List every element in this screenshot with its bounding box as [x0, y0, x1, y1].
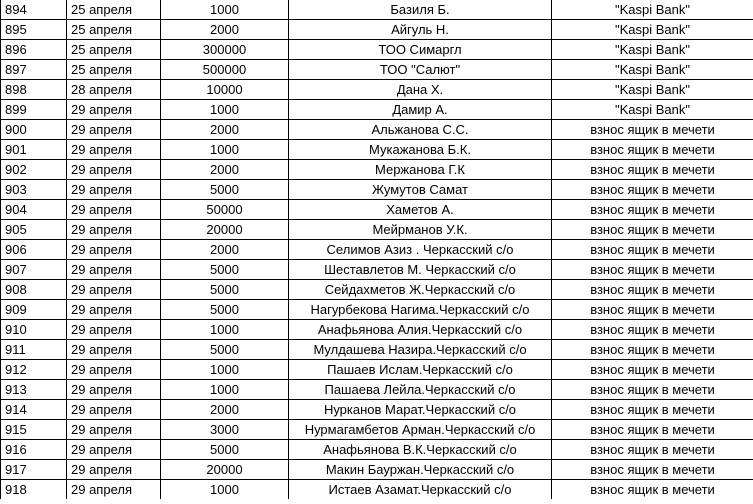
cell-date[interactable]: 25 апреля	[67, 60, 161, 80]
table-row	[1, 420, 753, 440]
cell-date[interactable]: 29 апреля	[67, 220, 161, 240]
cell-amount[interactable]: 2000	[161, 400, 289, 420]
cell-date[interactable]: 29 апреля	[67, 480, 161, 500]
cell-donor[interactable]: Мукажанова Б.К.	[289, 140, 552, 160]
cell-donor[interactable]: Мейрманов У.К.	[289, 220, 552, 240]
cell-amount[interactable]: 2000	[161, 240, 289, 260]
cell-donor[interactable]: Нурмагамбетов Арман.Черкасский с/о	[289, 420, 552, 440]
cell-number[interactable]: 897	[1, 60, 67, 80]
cell-note[interactable]: взнос ящик в мечети	[552, 340, 753, 360]
cell-date[interactable]: 25 апреля	[67, 40, 161, 60]
cell-note[interactable]: "Kaspi Bank"	[552, 40, 753, 60]
cell-note[interactable]: взнос ящик в мечети	[552, 140, 753, 160]
cell-amount[interactable]: 500000	[161, 60, 289, 80]
table-row	[1, 20, 753, 40]
cell-amount[interactable]: 5000	[161, 280, 289, 300]
cell-date[interactable]: 28 апреля	[67, 80, 161, 100]
cell-amount[interactable]: 1000	[161, 360, 289, 380]
cell-note[interactable]: "Kaspi Bank"	[552, 20, 753, 40]
cell-amount[interactable]: 1000	[161, 140, 289, 160]
cell-note[interactable]: взнос ящик в мечети	[552, 120, 753, 140]
cell-number[interactable]: 911	[1, 340, 67, 360]
cell-note[interactable]: "Kaspi Bank"	[552, 80, 753, 100]
table-row	[1, 40, 753, 60]
cell-date[interactable]: 29 апреля	[67, 460, 161, 480]
cell-note[interactable]: взнос ящик в мечети	[552, 480, 753, 500]
cell-note[interactable]: взнос ящик в мечети	[552, 320, 753, 340]
cell-donor[interactable]: Дамир А.	[289, 100, 552, 120]
cell-note[interactable]: взнос ящик в мечети	[552, 180, 753, 200]
cell-amount[interactable]: 3000	[161, 420, 289, 440]
cell-donor[interactable]: Селимов Азиз . Черкасский с/о	[289, 240, 552, 260]
cell-note[interactable]: взнос ящик в мечети	[552, 440, 753, 460]
cell-number[interactable]: 917	[1, 460, 67, 480]
cell-number[interactable]: 900	[1, 120, 67, 140]
cell-date[interactable]: 25 апреля	[67, 20, 161, 40]
cell-date[interactable]: 29 апреля	[67, 260, 161, 280]
table-row	[1, 180, 753, 200]
cell-date[interactable]: 29 апреля	[67, 180, 161, 200]
cell-amount[interactable]: 20000	[161, 460, 289, 480]
cell-date[interactable]: 29 апреля	[67, 340, 161, 360]
cell-amount[interactable]: 50000	[161, 200, 289, 220]
cell-amount[interactable]: 10000	[161, 80, 289, 100]
cell-donor[interactable]: ТОО "Салют"	[289, 60, 552, 80]
table-row	[1, 300, 753, 320]
table-row	[1, 320, 753, 340]
table-row	[1, 200, 753, 220]
cell-date[interactable]: 29 апреля	[67, 120, 161, 140]
table-body	[1, 0, 753, 499]
cell-date[interactable]: 29 апреля	[67, 360, 161, 380]
table-row	[1, 100, 753, 120]
cell-number[interactable]: 918	[1, 480, 67, 500]
cell-note[interactable]: взнос ящик в мечети	[552, 240, 753, 260]
cell-donor[interactable]: Истаев Азамат.Черкасский с/о	[289, 480, 552, 500]
cell-note[interactable]: взнос ящик в мечети	[552, 380, 753, 400]
cell-note[interactable]: взнос ящик в мечети	[552, 280, 753, 300]
table-row	[1, 220, 753, 240]
cell-note[interactable]: взнос ящик в мечети	[552, 260, 753, 280]
cell-number[interactable]: 909	[1, 300, 67, 320]
cell-note[interactable]: взнос ящик в мечети	[552, 460, 753, 480]
cell-note[interactable]: "Kaspi Bank"	[552, 60, 753, 80]
table-row	[1, 0, 753, 20]
cell-donor[interactable]: Пашаева Лейла.Черкасский с/о	[289, 380, 552, 400]
cell-number[interactable]: 899	[1, 100, 67, 120]
table-row	[1, 140, 753, 160]
cell-amount[interactable]: 1000	[161, 100, 289, 120]
cell-number[interactable]: 914	[1, 400, 67, 420]
cell-donor[interactable]: Базиля Б.	[289, 0, 552, 20]
cell-donor[interactable]: Альжанова С.С.	[289, 120, 552, 140]
cell-amount[interactable]: 5000	[161, 180, 289, 200]
cell-amount[interactable]: 300000	[161, 40, 289, 60]
cell-date[interactable]: 29 апреля	[67, 200, 161, 220]
cell-number[interactable]: 910	[1, 320, 67, 340]
cell-donor[interactable]: ТОО Симаргл	[289, 40, 552, 60]
cell-amount[interactable]: 5000	[161, 300, 289, 320]
cell-number[interactable]: 915	[1, 420, 67, 440]
table-row	[1, 440, 753, 460]
cell-number[interactable]: 908	[1, 280, 67, 300]
table-row	[1, 120, 753, 140]
table-row	[1, 380, 753, 400]
cell-donor[interactable]: Шеставлетов М. Черкасский с/о	[289, 260, 552, 280]
cell-number[interactable]: 896	[1, 40, 67, 60]
cell-number[interactable]: 902	[1, 160, 67, 180]
cell-donor[interactable]: Нурканов Марат.Черкасский с/о	[289, 400, 552, 420]
cell-number[interactable]: 905	[1, 220, 67, 240]
cell-donor[interactable]: Дана Х.	[289, 80, 552, 100]
cell-amount[interactable]: 1000	[161, 320, 289, 340]
cell-amount[interactable]: 1000	[161, 380, 289, 400]
cell-date[interactable]: 29 апреля	[67, 280, 161, 300]
cell-date[interactable]: 29 апреля	[67, 320, 161, 340]
cell-amount[interactable]: 5000	[161, 440, 289, 460]
cell-amount[interactable]: 2000	[161, 20, 289, 40]
cell-donor[interactable]: Сейдахметов Ж.Черкасский с/о	[289, 280, 552, 300]
table-row	[1, 280, 753, 300]
cell-note[interactable]: взнос ящик в мечети	[552, 200, 753, 220]
table-row	[1, 260, 753, 280]
cell-note[interactable]: взнос ящик в мечети	[552, 400, 753, 420]
cell-date[interactable]: 29 апреля	[67, 240, 161, 260]
cell-number[interactable]: 907	[1, 260, 67, 280]
cell-date[interactable]: 29 апреля	[67, 100, 161, 120]
cell-note[interactable]: взнос ящик в мечети	[552, 420, 753, 440]
cell-number[interactable]: 895	[1, 20, 67, 40]
table-row	[1, 460, 753, 480]
cell-date[interactable]: 25 апреля	[67, 0, 161, 20]
cell-number[interactable]: 898	[1, 80, 67, 100]
cell-note[interactable]: взнос ящик в мечети	[552, 360, 753, 380]
cell-amount[interactable]: 20000	[161, 220, 289, 240]
table-row	[1, 340, 753, 360]
cell-date[interactable]: 29 апреля	[67, 400, 161, 420]
cell-number[interactable]: 903	[1, 180, 67, 200]
cell-amount[interactable]: 2000	[161, 160, 289, 180]
cell-note[interactable]: "Kaspi Bank"	[552, 100, 753, 120]
cell-date[interactable]: 29 апреля	[67, 140, 161, 160]
cell-number[interactable]: 916	[1, 440, 67, 460]
cell-number[interactable]: 913	[1, 380, 67, 400]
cell-amount[interactable]: 5000	[161, 340, 289, 360]
cell-donor[interactable]: Пашаев Ислам.Черкасский с/о	[289, 360, 552, 380]
cell-note[interactable]: "Kaspi Bank"	[552, 0, 753, 20]
cell-amount[interactable]: 1000	[161, 0, 289, 20]
table-row	[1, 240, 753, 260]
cell-donor[interactable]: Мержанова Г.К	[289, 160, 552, 180]
cell-number[interactable]: 894	[1, 0, 67, 20]
table-row	[1, 360, 753, 380]
cell-amount[interactable]: 5000	[161, 260, 289, 280]
cell-donor[interactable]: Айгуль Н.	[289, 20, 552, 40]
cell-note[interactable]: взнос ящик в мечети	[552, 160, 753, 180]
cell-date[interactable]: 29 апреля	[67, 420, 161, 440]
cell-donor[interactable]: Мулдашева Назира.Черкасский с/о	[289, 340, 552, 360]
cell-donor[interactable]: Нагурбекова Нагима.Черкасский с/о	[289, 300, 552, 320]
cell-donor[interactable]: Анафьянова Алия.Черкасский с/о	[289, 320, 552, 340]
table-row	[1, 400, 753, 420]
cell-date[interactable]: 29 апреля	[67, 440, 161, 460]
cell-date[interactable]: 29 апреля	[67, 380, 161, 400]
cell-donor[interactable]: Хаметов А.	[289, 200, 552, 220]
cell-donor[interactable]: Жумутов Самат	[289, 180, 552, 200]
table-row	[1, 480, 753, 500]
cell-date[interactable]: 29 апреля	[67, 300, 161, 320]
cell-note[interactable]: взнос ящик в мечети	[552, 300, 753, 320]
cell-amount[interactable]: 1000	[161, 480, 289, 500]
cell-amount[interactable]: 2000	[161, 120, 289, 140]
cell-donor[interactable]: Анафьянова В.К.Черкасский с/о	[289, 440, 552, 460]
cell-note[interactable]: взнос ящик в мечети	[552, 220, 753, 240]
table-row	[1, 160, 753, 180]
cell-number[interactable]: 912	[1, 360, 67, 380]
table-row	[1, 60, 753, 80]
cell-date[interactable]: 29 апреля	[67, 160, 161, 180]
cell-number[interactable]: 906	[1, 240, 67, 260]
cell-number[interactable]: 901	[1, 140, 67, 160]
cell-donor[interactable]: Макин Бауржан.Черкасский с/о	[289, 460, 552, 480]
table-row	[1, 80, 753, 100]
cell-number[interactable]: 904	[1, 200, 67, 220]
